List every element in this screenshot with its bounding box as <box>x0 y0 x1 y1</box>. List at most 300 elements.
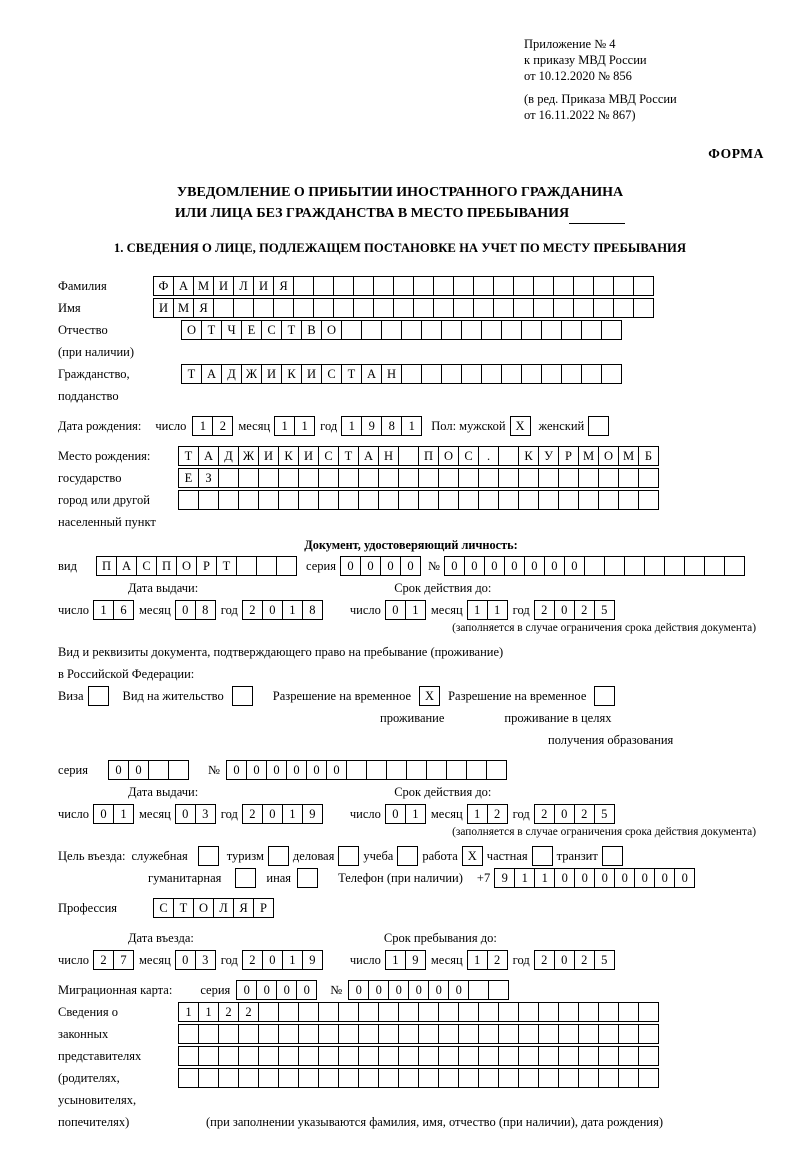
stay-day-cells[interactable] <box>385 950 425 970</box>
input-cell[interactable] <box>558 468 579 488</box>
input-cell[interactable] <box>378 468 399 488</box>
input-cell[interactable] <box>486 760 507 780</box>
input-cell[interactable]: 2 <box>218 1002 239 1022</box>
input-cell[interactable]: 2 <box>238 1002 259 1022</box>
input-cell[interactable]: О <box>181 320 202 340</box>
input-cell[interactable] <box>498 490 519 510</box>
input-cell[interactable] <box>438 1002 459 1022</box>
input-cell[interactable] <box>398 1068 419 1088</box>
input-cell[interactable] <box>218 1046 239 1066</box>
input-cell[interactable]: 1 <box>282 600 303 620</box>
legal-rep-row-2-cells[interactable] <box>178 1024 658 1044</box>
input-cell[interactable]: 0 <box>296 980 317 1000</box>
input-cell[interactable]: 3 <box>195 804 216 824</box>
input-cell[interactable] <box>418 1068 439 1088</box>
input-cell[interactable] <box>541 320 562 340</box>
input-cell[interactable] <box>413 298 434 318</box>
input-cell[interactable] <box>438 1024 459 1044</box>
input-cell[interactable]: 2 <box>242 804 263 824</box>
input-cell[interactable] <box>446 760 467 780</box>
input-cell[interactable] <box>521 320 542 340</box>
input-cell[interactable]: 0 <box>262 950 283 970</box>
input-cell[interactable]: 0 <box>428 980 449 1000</box>
input-cell[interactable]: 0 <box>93 804 114 824</box>
input-cell[interactable]: Р <box>196 556 217 576</box>
permit-series-cells[interactable] <box>108 760 188 780</box>
input-cell[interactable] <box>401 364 422 384</box>
input-cell[interactable] <box>513 276 534 296</box>
input-cell[interactable]: 0 <box>408 980 429 1000</box>
input-cell[interactable]: А <box>116 556 137 576</box>
input-cell[interactable]: 1 <box>487 600 508 620</box>
input-cell[interactable] <box>313 276 334 296</box>
input-cell[interactable]: 0 <box>340 556 361 576</box>
input-cell[interactable]: 2 <box>242 950 263 970</box>
input-cell[interactable] <box>238 490 259 510</box>
input-cell[interactable] <box>198 490 219 510</box>
input-cell[interactable]: 0 <box>574 868 595 888</box>
input-cell[interactable]: 0 <box>175 804 196 824</box>
input-cell[interactable] <box>466 760 487 780</box>
input-cell[interactable] <box>541 364 562 384</box>
input-cell[interactable]: М <box>193 276 214 296</box>
input-cell[interactable] <box>256 556 277 576</box>
input-cell[interactable] <box>398 1046 419 1066</box>
input-cell[interactable]: 0 <box>654 868 675 888</box>
idoc-valid-year-cells[interactable] <box>534 600 614 620</box>
input-cell[interactable] <box>353 276 374 296</box>
input-cell[interactable] <box>278 1046 299 1066</box>
input-cell[interactable] <box>258 1024 279 1044</box>
permit-valid-day-cells[interactable] <box>385 804 425 824</box>
input-cell[interactable] <box>601 364 622 384</box>
input-cell[interactable] <box>278 1024 299 1044</box>
input-cell[interactable] <box>278 1068 299 1088</box>
input-cell[interactable] <box>584 556 605 576</box>
input-cell[interactable]: 2 <box>574 950 595 970</box>
input-cell[interactable]: 1 <box>467 950 488 970</box>
input-cell[interactable] <box>373 276 394 296</box>
input-cell[interactable]: 1 <box>93 600 114 620</box>
purpose-humanitarian-checkbox[interactable] <box>235 868 256 888</box>
input-cell[interactable] <box>418 1046 439 1066</box>
input-cell[interactable]: О <box>193 898 214 918</box>
input-cell[interactable]: 1 <box>405 600 426 620</box>
input-cell[interactable] <box>453 298 474 318</box>
input-cell[interactable] <box>618 490 639 510</box>
migration-series-cells[interactable] <box>236 980 316 1000</box>
input-cell[interactable] <box>318 468 339 488</box>
input-cell[interactable] <box>233 298 254 318</box>
input-cell[interactable]: Д <box>218 446 239 466</box>
input-cell[interactable] <box>418 490 439 510</box>
input-cell[interactable] <box>318 1002 339 1022</box>
stay-month-cells[interactable] <box>467 950 507 970</box>
input-cell[interactable]: 1 <box>282 950 303 970</box>
input-cell[interactable]: И <box>298 446 319 466</box>
input-cell[interactable]: . <box>478 446 499 466</box>
legal-rep-row-3-cells[interactable] <box>178 1046 658 1066</box>
input-cell[interactable] <box>398 1024 419 1044</box>
input-cell[interactable] <box>601 320 622 340</box>
patronymic-cells[interactable] <box>181 320 621 340</box>
input-cell[interactable] <box>438 468 459 488</box>
input-cell[interactable] <box>481 320 502 340</box>
input-cell[interactable]: 0 <box>276 980 297 1000</box>
input-cell[interactable]: Ж <box>241 364 262 384</box>
sex-female-checkbox[interactable] <box>588 416 609 436</box>
input-cell[interactable] <box>558 1046 579 1066</box>
input-cell[interactable] <box>618 1046 639 1066</box>
input-cell[interactable] <box>218 490 239 510</box>
input-cell[interactable] <box>341 320 362 340</box>
input-cell[interactable] <box>366 760 387 780</box>
input-cell[interactable]: А <box>358 446 379 466</box>
input-cell[interactable] <box>453 276 474 296</box>
permit-issue-year-cells[interactable] <box>242 804 322 824</box>
input-cell[interactable]: 0 <box>674 868 695 888</box>
input-cell[interactable]: 0 <box>236 980 257 1000</box>
input-cell[interactable]: В <box>301 320 322 340</box>
input-cell[interactable] <box>338 1046 359 1066</box>
input-cell[interactable] <box>378 1068 399 1088</box>
input-cell[interactable]: 0 <box>388 980 409 1000</box>
input-cell[interactable] <box>724 556 745 576</box>
input-cell[interactable] <box>168 760 189 780</box>
input-cell[interactable]: И <box>253 276 274 296</box>
input-cell[interactable] <box>578 1024 599 1044</box>
input-cell[interactable] <box>478 1024 499 1044</box>
input-cell[interactable] <box>478 468 499 488</box>
input-cell[interactable]: 5 <box>594 600 615 620</box>
input-cell[interactable] <box>338 1068 359 1088</box>
input-cell[interactable] <box>613 276 634 296</box>
idoc-issue-day-cells[interactable] <box>93 600 133 620</box>
input-cell[interactable]: П <box>96 556 117 576</box>
input-cell[interactable]: 0 <box>360 556 381 576</box>
input-cell[interactable] <box>238 1068 259 1088</box>
input-cell[interactable]: 0 <box>128 760 149 780</box>
input-cell[interactable]: 0 <box>246 760 267 780</box>
input-cell[interactable] <box>313 298 334 318</box>
input-cell[interactable] <box>533 298 554 318</box>
input-cell[interactable] <box>638 1002 659 1022</box>
input-cell[interactable] <box>518 1068 539 1088</box>
input-cell[interactable] <box>501 364 522 384</box>
input-cell[interactable] <box>398 468 419 488</box>
input-cell[interactable]: Ф <box>153 276 174 296</box>
input-cell[interactable]: 0 <box>594 868 615 888</box>
input-cell[interactable] <box>461 320 482 340</box>
input-cell[interactable] <box>478 1046 499 1066</box>
input-cell[interactable] <box>518 1024 539 1044</box>
input-cell[interactable] <box>358 490 379 510</box>
input-cell[interactable] <box>638 468 659 488</box>
input-cell[interactable] <box>558 1002 579 1022</box>
input-cell[interactable]: П <box>156 556 177 576</box>
birthplace-row-3-cells[interactable] <box>178 490 658 510</box>
input-cell[interactable] <box>618 1024 639 1044</box>
input-cell[interactable] <box>498 1046 519 1066</box>
input-cell[interactable] <box>618 468 639 488</box>
input-cell[interactable]: 0 <box>262 804 283 824</box>
input-cell[interactable] <box>458 468 479 488</box>
input-cell[interactable] <box>398 490 419 510</box>
idoc-issue-month-cells[interactable] <box>175 600 215 620</box>
input-cell[interactable]: 0 <box>448 980 469 1000</box>
input-cell[interactable] <box>598 490 619 510</box>
input-cell[interactable]: 1 <box>294 416 315 436</box>
input-cell[interactable] <box>258 1046 279 1066</box>
input-cell[interactable] <box>338 1002 359 1022</box>
input-cell[interactable] <box>538 490 559 510</box>
input-cell[interactable] <box>218 1068 239 1088</box>
input-cell[interactable] <box>178 1024 199 1044</box>
input-cell[interactable] <box>378 1002 399 1022</box>
input-cell[interactable]: 2 <box>574 804 595 824</box>
input-cell[interactable]: М <box>173 298 194 318</box>
birth-month-cells[interactable] <box>274 416 314 436</box>
entry-year-cells[interactable] <box>242 950 322 970</box>
input-cell[interactable]: 2 <box>93 950 114 970</box>
input-cell[interactable]: 1 <box>113 804 134 824</box>
input-cell[interactable] <box>458 1002 479 1022</box>
input-cell[interactable]: З <box>198 468 219 488</box>
purpose-study-checkbox[interactable] <box>397 846 418 866</box>
input-cell[interactable] <box>178 490 199 510</box>
input-cell[interactable] <box>598 1024 619 1044</box>
input-cell[interactable]: 9 <box>361 416 382 436</box>
input-cell[interactable]: 0 <box>306 760 327 780</box>
input-cell[interactable]: А <box>361 364 382 384</box>
legal-rep-row-1-cells[interactable] <box>178 1002 658 1022</box>
input-cell[interactable] <box>578 1046 599 1066</box>
input-cell[interactable] <box>253 298 274 318</box>
input-cell[interactable]: 1 <box>198 1002 219 1022</box>
input-cell[interactable]: 2 <box>487 950 508 970</box>
input-cell[interactable]: 2 <box>212 416 233 436</box>
citizenship-cells[interactable] <box>181 364 621 384</box>
input-cell[interactable] <box>458 1046 479 1066</box>
input-cell[interactable] <box>518 490 539 510</box>
input-cell[interactable]: 0 <box>464 556 485 576</box>
input-cell[interactable]: 0 <box>444 556 465 576</box>
input-cell[interactable]: 0 <box>326 760 347 780</box>
input-cell[interactable]: 0 <box>380 556 401 576</box>
input-cell[interactable] <box>461 364 482 384</box>
input-cell[interactable] <box>573 298 594 318</box>
input-cell[interactable]: Л <box>213 898 234 918</box>
input-cell[interactable] <box>358 1002 379 1022</box>
input-cell[interactable] <box>518 468 539 488</box>
input-cell[interactable] <box>644 556 665 576</box>
permit-number-cells[interactable] <box>226 760 506 780</box>
input-cell[interactable]: 1 <box>467 600 488 620</box>
input-cell[interactable] <box>378 490 399 510</box>
input-cell[interactable]: Т <box>173 898 194 918</box>
input-cell[interactable] <box>498 446 519 466</box>
input-cell[interactable]: 1 <box>514 868 535 888</box>
input-cell[interactable]: А <box>201 364 222 384</box>
input-cell[interactable] <box>684 556 705 576</box>
input-cell[interactable]: П <box>418 446 439 466</box>
input-cell[interactable]: 1 <box>341 416 362 436</box>
input-cell[interactable]: К <box>518 446 539 466</box>
input-cell[interactable] <box>638 490 659 510</box>
input-cell[interactable] <box>318 1024 339 1044</box>
input-cell[interactable] <box>258 1002 279 1022</box>
input-cell[interactable]: С <box>458 446 479 466</box>
input-cell[interactable] <box>501 320 522 340</box>
input-cell[interactable] <box>538 1002 559 1022</box>
input-cell[interactable]: 0 <box>385 804 406 824</box>
input-cell[interactable] <box>278 490 299 510</box>
stay-year-cells[interactable] <box>534 950 614 970</box>
input-cell[interactable] <box>378 1024 399 1044</box>
input-cell[interactable]: Я <box>273 276 294 296</box>
input-cell[interactable] <box>273 298 294 318</box>
input-cell[interactable] <box>593 298 614 318</box>
input-cell[interactable] <box>704 556 725 576</box>
input-cell[interactable] <box>638 1046 659 1066</box>
input-cell[interactable] <box>148 760 169 780</box>
input-cell[interactable] <box>433 276 454 296</box>
input-cell[interactable]: Я <box>193 298 214 318</box>
input-cell[interactable] <box>458 1068 479 1088</box>
input-cell[interactable] <box>198 1046 219 1066</box>
input-cell[interactable]: С <box>136 556 157 576</box>
input-cell[interactable] <box>318 490 339 510</box>
input-cell[interactable]: 1 <box>385 950 406 970</box>
input-cell[interactable]: 1 <box>534 868 555 888</box>
input-cell[interactable] <box>178 1046 199 1066</box>
input-cell[interactable]: 0 <box>484 556 505 576</box>
input-cell[interactable] <box>513 298 534 318</box>
input-cell[interactable]: 2 <box>534 600 555 620</box>
input-cell[interactable]: У <box>538 446 559 466</box>
input-cell[interactable]: 0 <box>385 600 406 620</box>
idoc-issue-year-cells[interactable] <box>242 600 322 620</box>
input-cell[interactable] <box>278 1002 299 1022</box>
input-cell[interactable] <box>553 298 574 318</box>
input-cell[interactable] <box>276 556 297 576</box>
idoc-number-cells[interactable] <box>444 556 744 576</box>
input-cell[interactable] <box>498 1002 519 1022</box>
input-cell[interactable]: И <box>153 298 174 318</box>
input-cell[interactable] <box>298 1046 319 1066</box>
migration-number-cells[interactable] <box>348 980 508 1000</box>
input-cell[interactable] <box>581 364 602 384</box>
visa-checkbox[interactable] <box>88 686 109 706</box>
input-cell[interactable] <box>481 364 502 384</box>
idoc-valid-day-cells[interactable] <box>385 600 425 620</box>
input-cell[interactable]: 2 <box>534 950 555 970</box>
input-cell[interactable]: К <box>281 364 302 384</box>
input-cell[interactable]: 0 <box>554 804 575 824</box>
input-cell[interactable] <box>441 320 462 340</box>
input-cell[interactable]: Р <box>558 446 579 466</box>
input-cell[interactable]: 8 <box>381 416 402 436</box>
input-cell[interactable] <box>538 1068 559 1088</box>
input-cell[interactable] <box>338 468 359 488</box>
purpose-business-checkbox[interactable] <box>338 846 359 866</box>
input-cell[interactable] <box>498 1068 519 1088</box>
input-cell[interactable]: 0 <box>256 980 277 1000</box>
input-cell[interactable]: 0 <box>544 556 565 576</box>
input-cell[interactable]: С <box>261 320 282 340</box>
input-cell[interactable] <box>561 320 582 340</box>
input-cell[interactable] <box>198 1068 219 1088</box>
phone-cells[interactable] <box>494 868 694 888</box>
input-cell[interactable]: Л <box>233 276 254 296</box>
input-cell[interactable]: Е <box>241 320 262 340</box>
permit-valid-year-cells[interactable] <box>534 804 614 824</box>
input-cell[interactable] <box>578 468 599 488</box>
input-cell[interactable] <box>441 364 462 384</box>
input-cell[interactable] <box>538 1024 559 1044</box>
input-cell[interactable]: 9 <box>405 950 426 970</box>
input-cell[interactable] <box>293 298 314 318</box>
input-cell[interactable] <box>398 1002 419 1022</box>
input-cell[interactable] <box>538 1046 559 1066</box>
input-cell[interactable]: Т <box>341 364 362 384</box>
input-cell[interactable] <box>421 320 442 340</box>
input-cell[interactable]: 9 <box>494 868 515 888</box>
input-cell[interactable]: 0 <box>348 980 369 1000</box>
input-cell[interactable] <box>578 1068 599 1088</box>
input-cell[interactable]: 7 <box>113 950 134 970</box>
birth-day-cells[interactable] <box>192 416 232 436</box>
input-cell[interactable]: М <box>578 446 599 466</box>
input-cell[interactable] <box>558 1068 579 1088</box>
input-cell[interactable] <box>338 490 359 510</box>
input-cell[interactable] <box>664 556 685 576</box>
entry-month-cells[interactable] <box>175 950 215 970</box>
input-cell[interactable]: Т <box>281 320 302 340</box>
input-cell[interactable] <box>353 298 374 318</box>
input-cell[interactable]: 0 <box>368 980 389 1000</box>
input-cell[interactable]: Я <box>233 898 254 918</box>
input-cell[interactable] <box>438 1068 459 1088</box>
input-cell[interactable]: С <box>318 446 339 466</box>
input-cell[interactable]: Е <box>178 468 199 488</box>
input-cell[interactable] <box>198 1024 219 1044</box>
input-cell[interactable] <box>178 1068 199 1088</box>
input-cell[interactable] <box>438 490 459 510</box>
input-cell[interactable] <box>518 1046 539 1066</box>
input-cell[interactable] <box>426 760 447 780</box>
input-cell[interactable] <box>278 468 299 488</box>
input-cell[interactable]: С <box>153 898 174 918</box>
input-cell[interactable]: 1 <box>467 804 488 824</box>
input-cell[interactable] <box>338 1024 359 1044</box>
input-cell[interactable] <box>458 490 479 510</box>
input-cell[interactable]: И <box>261 364 282 384</box>
input-cell[interactable]: Т <box>201 320 222 340</box>
idoc-series-cells[interactable] <box>340 556 420 576</box>
input-cell[interactable] <box>238 468 259 488</box>
name-cells[interactable] <box>153 298 653 318</box>
permit-valid-month-cells[interactable] <box>467 804 507 824</box>
input-cell[interactable] <box>488 980 509 1000</box>
input-cell[interactable] <box>521 364 542 384</box>
input-cell[interactable] <box>633 276 654 296</box>
input-cell[interactable] <box>558 1024 579 1044</box>
input-cell[interactable] <box>293 276 314 296</box>
input-cell[interactable] <box>373 298 394 318</box>
input-cell[interactable] <box>478 1002 499 1022</box>
input-cell[interactable] <box>468 980 489 1000</box>
